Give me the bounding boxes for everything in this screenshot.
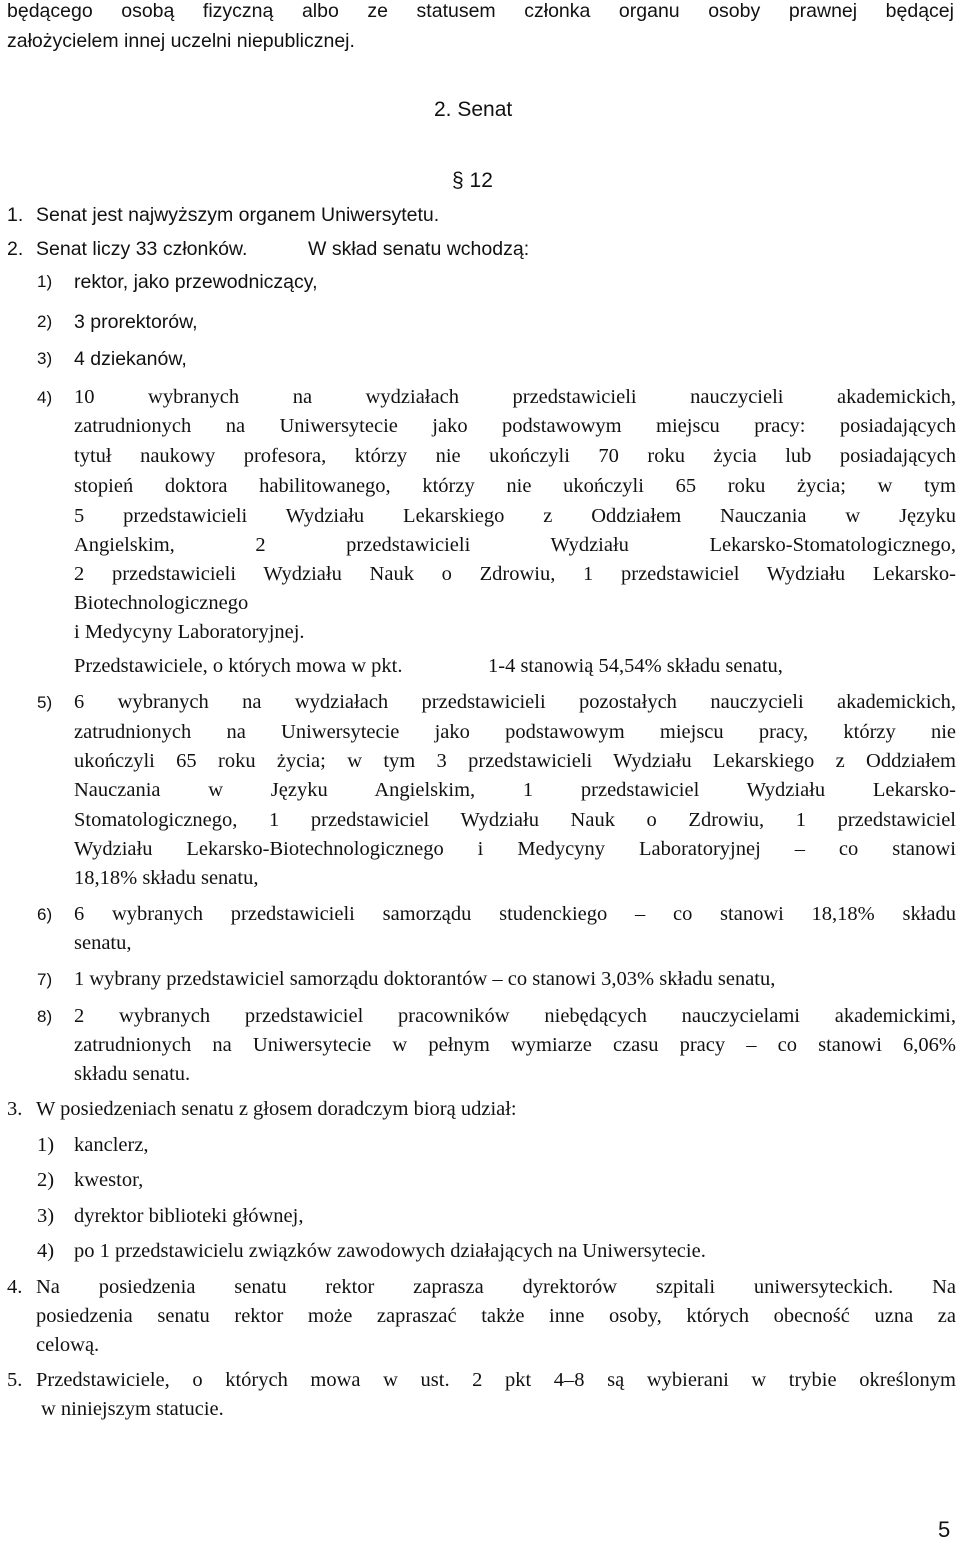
p2-item-4-number: 4) <box>37 388 53 407</box>
intro-line-1: będącego osobą fizyczną albo ze statusem członka organu osoby prawnej będącej <box>7 0 954 22</box>
p2-item-5-line-7: 18,18% składu senatu, <box>74 867 259 889</box>
p2-item-4-line-4: stopień doktora habilitowanego, którzy nie ukończyli 65 roku życia; w tym <box>74 475 956 497</box>
p3-item-3-text: dyrektor biblioteki głównej, <box>74 1205 304 1227</box>
p2-item-5-line-1: 6 wybranych na wydziałach przedstawicieli pozostałych nauczycieli akademickich, <box>74 691 956 713</box>
p5-number: 5. <box>7 1369 23 1391</box>
p2-item-5-line-6: Wydziału Lekarsko-Biotechnologicznego i Medycyny Laboratoryjnej – co stanowi <box>74 838 956 860</box>
p2-number: 2. <box>7 238 24 260</box>
section-title: 2. Senat <box>434 98 513 121</box>
p2-item-4-line-3: tytuł naukowy profesora, którzy nie ukończyli 70 roku życia lub posiadających <box>74 445 956 467</box>
p2-item-1-text: rektor, jako przewodniczący, <box>74 271 318 293</box>
p2-item-8-line-2: zatrudnionych na Uniwersytecie w pełnym wymiarze czasu pracy – co stanowi 6,06% <box>74 1034 956 1056</box>
p2-item-8-number: 8) <box>37 1007 53 1026</box>
p2-item-3-text: 4 dziekanów, <box>74 348 187 370</box>
p2-item-4-line-2: zatrudnionych na Uniwersytecie jako podstawowym miejscu pracy: posiadających <box>74 415 956 437</box>
p3-lead: W posiedzeniach senatu z głosem doradczym biorą udział: <box>36 1098 517 1120</box>
p3-item-4-text: po 1 przedstawicielu związków zawodowych działających na Uniwersytecie. <box>74 1240 706 1262</box>
p3-item-2-text: kwestor, <box>74 1169 144 1191</box>
p2-item-6-line-1: 6 wybranych przedstawicieli samorządu studenckiego – co stanowi 18,18% składu <box>74 903 956 925</box>
p2-lead-b: W skład senatu wchodzą: <box>308 238 530 260</box>
p3-item-2-number: 2) <box>37 1169 55 1191</box>
p5-line-1: Przedstawiciele, o których mowa w ust. 2 pkt 4–8 są wybierani w trybie określonym <box>36 1369 956 1391</box>
p2-item-4-line-7: 2 przedstawicieli Wydziału Nauk o Zdrowiu, 1 przedstawiciel Wydziału Lekarsko- <box>74 563 956 585</box>
p2-item-4-note-a: Przedstawiciele, o których mowa w pkt. <box>74 655 403 677</box>
p3-item-3-number: 3) <box>37 1205 55 1227</box>
p2-item-8-line-1: 2 wybranych przedstawiciel pracowników niebędących nauczycielami akademickimi, <box>74 1005 956 1027</box>
p5-line-2: w niniejszym statucie. <box>41 1398 224 1420</box>
p2-item-6-line-2: senatu, <box>74 932 132 954</box>
p2-item-1-number: 1) <box>37 272 53 291</box>
p2-item-7-number: 7) <box>37 970 53 989</box>
intro-line-2: założycielem innej uczelni niepublicznej. <box>7 30 355 52</box>
p3-number: 3. <box>7 1098 23 1120</box>
p2-item-4-line-1: 10 wybranych na wydziałach przedstawicieli nauczycieli akademickich, <box>74 386 956 408</box>
paragraph-number: § 12 <box>452 169 493 192</box>
p2-lead-a: Senat liczy 33 członków. <box>36 238 248 260</box>
p2-item-4-line-6: Angielskim, 2 przedstawicieli Wydziału Lekarsko-Stomatologicznego, <box>74 534 956 556</box>
p2-item-4-line-8: Biotechnologicznego <box>74 592 249 614</box>
p2-item-5-line-2: zatrudnionych na Uniwersytecie jako podstawowym miejscu pracy, którzy nie <box>74 721 956 743</box>
p2-item-2-number: 2) <box>37 312 53 331</box>
p1-text: Senat jest najwyższym organem Uniwersytetu. <box>36 204 440 226</box>
p2-item-7-line-1: 1 wybrany przedstawiciel samorządu doktorantów – co stanowi 3,03% składu senatu, <box>74 968 776 990</box>
p4-line-1: Na posiedzenia senatu rektor zaprasza dyrektorów szpitali uniwersyteckich. Na <box>36 1276 956 1298</box>
p1-number: 1. <box>7 204 24 226</box>
p4-number: 4. <box>7 1276 23 1298</box>
p2-item-5-number: 5) <box>37 693 53 712</box>
p4-line-2: posiedzenia senatu rektor może zapraszać także inne osoby, których obecność uzna za <box>36 1305 956 1327</box>
page-number: 5 <box>938 1517 951 1542</box>
p2-item-4-line-5: 5 przedstawicieli Wydziału Lekarskiego z Oddziałem Nauczania w Języku <box>74 505 956 527</box>
p2-item-6-number: 6) <box>37 905 53 924</box>
p2-item-3-number: 3) <box>37 349 53 368</box>
p2-item-4-line-9: i Medycyny Laboratoryjnej. <box>74 621 305 643</box>
p2-item-4-note-b: 1-4 stanowią 54,54% składu senatu, <box>488 655 783 677</box>
p2-item-5-line-3: ukończyli 65 roku życia; w tym 3 przedstawicieli Wydziału Lekarskiego z Oddziałem <box>74 750 956 772</box>
p2-item-5-line-5: Stomatologicznego, 1 przedstawiciel Wydziału Nauk o Zdrowiu, 1 przedstawiciel <box>74 809 956 831</box>
p3-item-1-text: kanclerz, <box>74 1134 149 1156</box>
p3-item-4-number: 4) <box>37 1240 55 1262</box>
p2-item-2-text: 3 prorektorów, <box>74 311 198 333</box>
p2-item-8-line-3: składu senatu. <box>74 1063 191 1085</box>
p3-item-1-number: 1) <box>37 1134 55 1156</box>
p4-line-3: celową. <box>36 1334 100 1356</box>
p2-item-5-line-4: Nauczania w Języku Angielskim, 1 przedstawiciel Wydziału Lekarsko- <box>74 779 956 801</box>
